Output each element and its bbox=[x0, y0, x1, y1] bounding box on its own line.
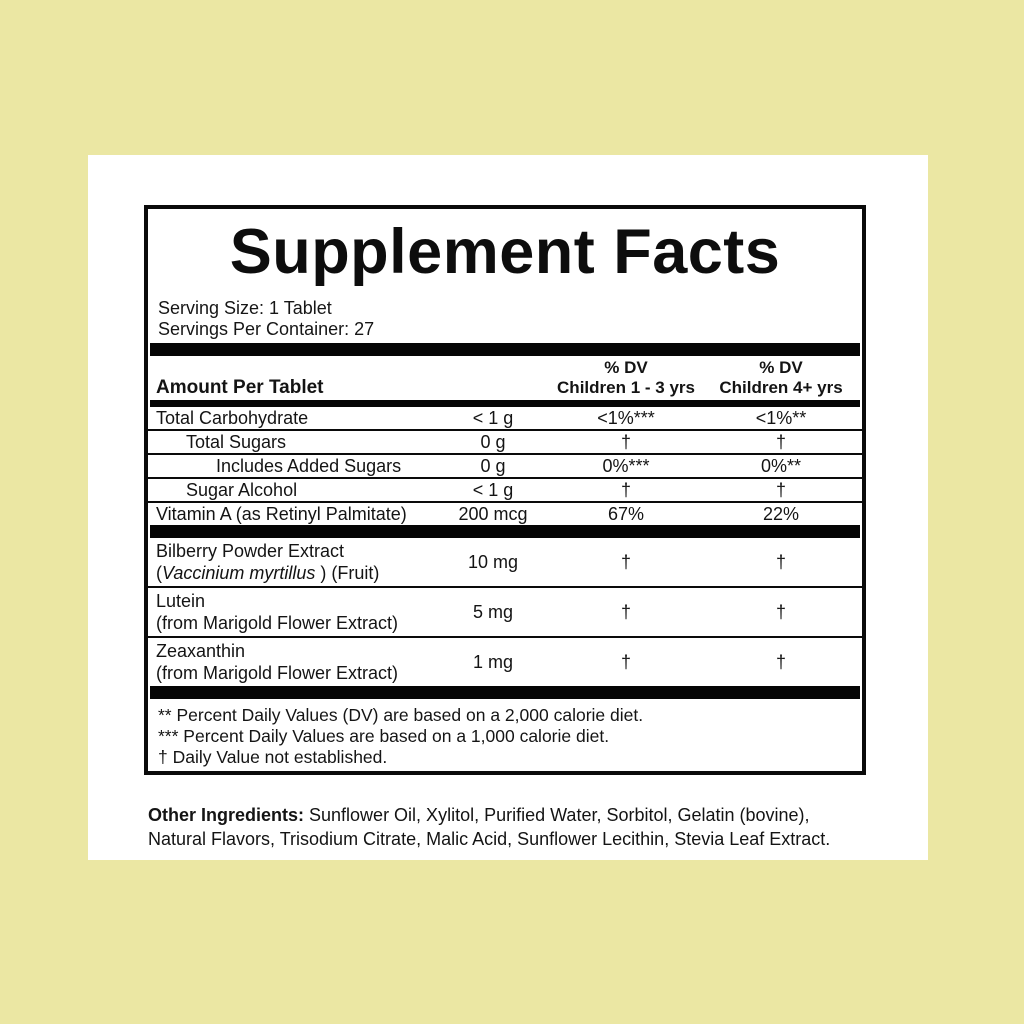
dv1-header-line1: % DV bbox=[604, 358, 648, 377]
table-row bbox=[148, 588, 862, 638]
footnote-2000-calorie: ** Percent Daily Values (DV) are based on a 2,000 calorie diet. bbox=[158, 705, 644, 725]
dv-children-4plus-value: † bbox=[775, 551, 786, 572]
serving-size: Serving Size: 1 Tablet bbox=[158, 298, 332, 318]
amount-per-tablet-header: Amount Per Tablet bbox=[156, 377, 324, 398]
thick-divider bbox=[150, 525, 860, 538]
amount-value: < 1 g bbox=[472, 408, 514, 428]
amount-value: 10 mg bbox=[467, 551, 519, 572]
latin-name-suffix: ) (Fruit) bbox=[315, 563, 380, 583]
footnote-daily-value: † Daily Value not established. bbox=[158, 747, 388, 767]
nutrient-name bbox=[148, 590, 434, 634]
amount-value: 0 g bbox=[480, 432, 506, 452]
table-row bbox=[148, 431, 862, 455]
ingredient-name-line2: (from Marigold Flower Extract) bbox=[156, 613, 399, 633]
ingredient-name-line1: Bilberry Powder Extract bbox=[156, 541, 345, 561]
latin-name-prefix: ( bbox=[156, 563, 162, 583]
ingredient-name-line2 bbox=[156, 562, 434, 584]
dv2-header-line2: Children 4+ yrs bbox=[719, 378, 843, 397]
thick-divider bbox=[150, 686, 860, 699]
nutrient-name: Total Carbohydrate bbox=[156, 408, 309, 428]
amount-value: < 1 g bbox=[472, 480, 514, 500]
nutrient-name: Vitamin A (as Retinyl Palmitate) bbox=[156, 504, 407, 524]
dv-children-1-3-value: † bbox=[620, 551, 631, 572]
amount-value: 5 mg bbox=[472, 601, 514, 622]
nutrient-name: Total Sugars bbox=[186, 432, 287, 452]
ingredient-name-line1: Lutein bbox=[156, 591, 206, 611]
dv-children-1-3-value: † bbox=[620, 601, 631, 622]
dv-children-4plus-value: 22% bbox=[762, 504, 800, 524]
table-row bbox=[148, 538, 862, 588]
table-row bbox=[148, 503, 862, 525]
dv2-header-line1: % DV bbox=[759, 358, 803, 377]
nutrient-name bbox=[148, 640, 434, 684]
panel-title: Supplement Facts bbox=[229, 217, 781, 287]
footnotes bbox=[148, 699, 862, 775]
nutrient-name: Includes Added Sugars bbox=[216, 456, 402, 476]
dv-children-4plus-value: † bbox=[775, 601, 786, 622]
dv-children-4plus-header bbox=[700, 358, 862, 398]
amount-value: 200 mcg bbox=[458, 504, 528, 524]
table-row bbox=[148, 407, 862, 431]
dv-children-4plus-value: † bbox=[775, 651, 786, 672]
table-row bbox=[148, 479, 862, 503]
ingredient-name-line2: (from Marigold Flower Extract) bbox=[156, 663, 399, 683]
table-header-row bbox=[148, 356, 862, 400]
label-card bbox=[88, 155, 928, 860]
dv-children-1-3-value: 67% bbox=[607, 504, 645, 524]
dv-children-1-3-value: † bbox=[620, 651, 631, 672]
serving-info bbox=[158, 298, 862, 340]
other-ingredients bbox=[148, 803, 860, 851]
dv-children-4plus-value: <1%** bbox=[755, 408, 807, 428]
other-ingredients-text: Sunflower Oil, Xylitol, Purified Water, Sorbitol, Gelatin (bovine), Natural Flavors, Trisodium Citrate, Malic Acid, Sunflower Lecithin, Stevia Leaf Extract. bbox=[148, 805, 831, 849]
dv-children-1-3-value: † bbox=[620, 432, 631, 452]
dv-children-1-3-value: † bbox=[620, 480, 631, 500]
dv-children-4plus-value: 0%** bbox=[760, 456, 802, 476]
dv1-header-line2: Children 1 - 3 yrs bbox=[557, 378, 695, 397]
dv-children-4plus-value: † bbox=[775, 480, 786, 500]
amount-value: 0 g bbox=[480, 456, 506, 476]
table-row bbox=[148, 638, 862, 686]
ingredient-name-line1: Zeaxanthin bbox=[156, 641, 246, 661]
header-divider bbox=[150, 400, 860, 407]
amount-value: 1 mg bbox=[472, 651, 514, 672]
dv-children-1-3-header bbox=[552, 358, 700, 398]
dv-children-1-3-value: <1%*** bbox=[597, 408, 655, 428]
thick-divider bbox=[150, 343, 860, 356]
servings-per-container: Servings Per Container: 27 bbox=[158, 319, 375, 339]
dv-children-1-3-value: 0%*** bbox=[602, 456, 650, 476]
other-ingredients-label: Other Ingredients: bbox=[148, 805, 305, 825]
latin-name: Vaccinium myrtillus bbox=[162, 563, 316, 583]
nutrient-name: Sugar Alcohol bbox=[186, 480, 298, 500]
table-row bbox=[148, 455, 862, 479]
supplement-facts-panel bbox=[144, 205, 866, 775]
dv-children-4plus-value: † bbox=[775, 432, 786, 452]
nutrient-name bbox=[148, 540, 434, 584]
footnote-1000-calorie: *** Percent Daily Values are based on a 1,000 calorie diet. bbox=[158, 726, 610, 746]
